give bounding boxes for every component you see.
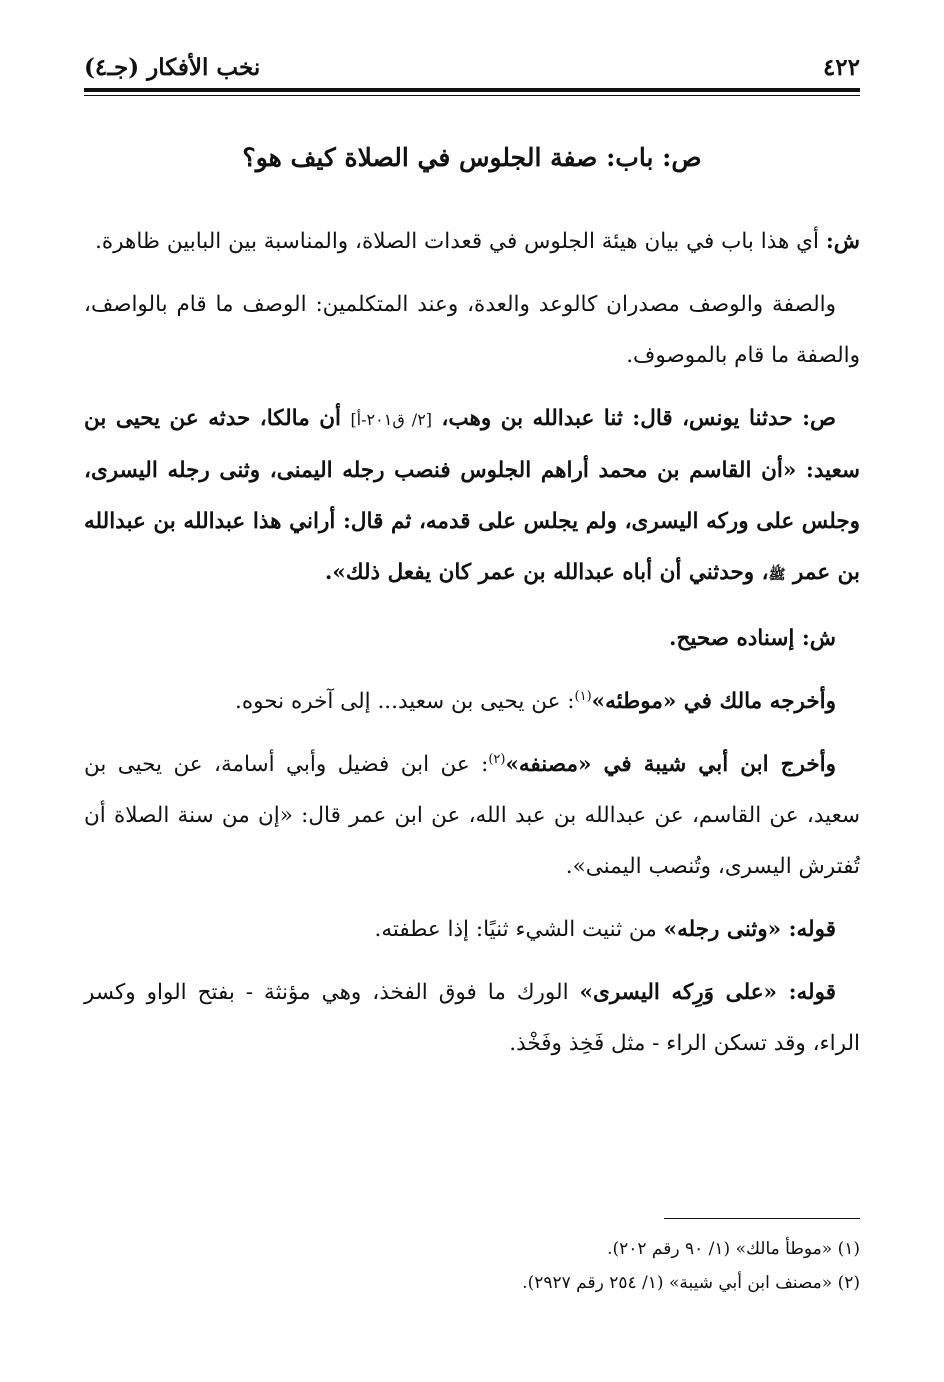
honorific-symbol: ﷺ: [768, 567, 786, 583]
footnote-ref: (١): [574, 688, 592, 704]
header-rule-thick: [84, 88, 860, 92]
paragraph: [84, 904, 860, 955]
footnote-1: (١) «موطأ مالك» (١/ ٩٠ رقم ٢٠٢).: [607, 1239, 860, 1259]
chapter-title: ص: باب: صفة الجلوس في الصلاة كيف هو؟: [242, 143, 702, 172]
book-title: نخب الأفكار (جـ٤): [84, 53, 261, 81]
paragraph: [84, 676, 860, 727]
paragraph-text: : عن ابن فضيل وأبي أسامة، عن يحيى بن سعيد، عن القاسم، عن عبدالله بن عبد الله، عن ابن عمر قال: «إن من سنة الصلاة أن تُفترش اليسرى، وتُنصب اليمنى».: [84, 752, 860, 879]
paragraph-text: ، وحدثني أن أباه عبدالله بن عمر كان يفعل ذلك».: [324, 560, 769, 585]
footnote-separator: [664, 1218, 860, 1219]
paragraph-text: أي هذا باب في بيان هيئة الجلوس في قعدات الصلاة، والمناسبة بين البابين ظاهرة.: [95, 229, 826, 254]
paragraph: [84, 216, 860, 267]
running-header: [84, 50, 860, 84]
paragraph-lead: قوله: «وثنى رجله»: [663, 917, 836, 942]
paragraph-lead: ش:: [801, 626, 836, 651]
paragraph-text: من ثنيت الشيء ثنيًا: إذا عطفته.: [374, 917, 664, 942]
paragraph: [84, 739, 860, 892]
main-text: [84, 216, 860, 1081]
paragraph-text: ص: حدثنا يونس، قال: ثنا عبدالله بن وهب،: [432, 406, 836, 431]
paragraph: [84, 279, 860, 381]
paragraph-text: أن مالكا، حدثه عن يحيى بن سعيد: «أن القاسم بن محمد أراهم الجلوس فنصب رجله اليمنى، وثنى رجله اليسرى، وجلس على وركه اليسرى، ولم يجلس على قدمه، ثم قال: أراني هذا عبدالله بن عبدالله بن عمر: [84, 406, 860, 585]
paragraph-text: : عن يحيى بن سعيد... إلى آخره نحوه.: [235, 689, 575, 714]
paragraph-lead: ش:: [825, 229, 860, 254]
footnote-2: (٢) «مصنف ابن أبي شيبة» (١/ ٢٥٤ رقم ٢٩٢٧).: [522, 1273, 860, 1293]
paragraph: [84, 613, 860, 664]
paragraph-text: الورك ما فوق الفخذ، وهي مؤنثة - بفتح الواو وكسر الراء، وقد تسكن الراء - مثل فَخِذ وفَخْذ.: [84, 980, 860, 1056]
paragraph-text: والصفة والوصف مصدران كالوعد والعدة، وعند المتكلمين: الوصف ما قام بالواصف، والصفة ما قام بالموصوف.: [84, 292, 860, 368]
paragraph-text: إسناده صحيح.: [668, 626, 802, 651]
footnotes: [84, 1232, 860, 1300]
paragraph: [84, 393, 860, 601]
paragraph-lead: وأخرج ابن أبي شيبة في «مصنفه»: [505, 752, 836, 777]
paragraph: [84, 967, 860, 1069]
footnote-ref: (٢): [488, 751, 506, 767]
paragraph-lead: قوله: «على وَرِكه اليسرى»: [579, 980, 836, 1005]
manuscript-page-ref: [٢/ ق٢٠١-أ]: [350, 410, 433, 429]
page-number: ٤٢٢: [822, 53, 860, 81]
paragraph-lead: وأخرجه مالك في «موطئه»: [591, 689, 836, 714]
header-rule-thin: [84, 95, 860, 96]
